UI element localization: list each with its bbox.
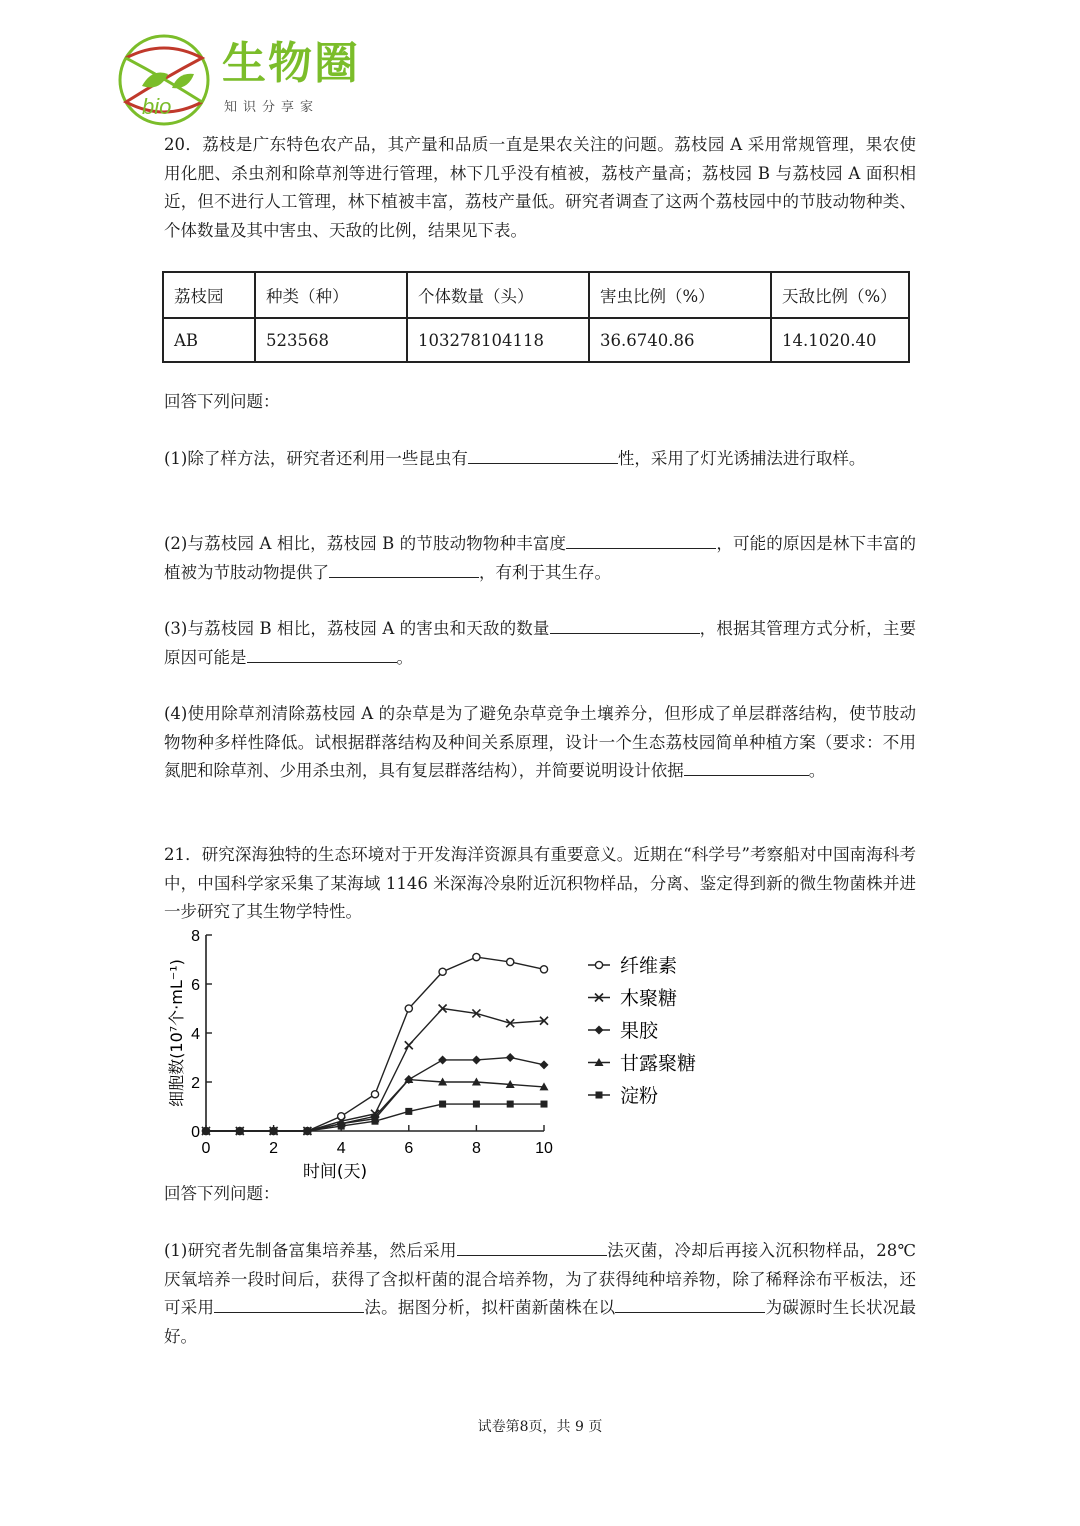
x-tick-label: 6 <box>404 1140 414 1157</box>
text-segment: ，可能的原因是林下丰富的植被为节肢动物提供了 <box>164 534 917 582</box>
data-point-s5 <box>236 1128 243 1135</box>
logo-tagline: 知识分享家 <box>224 100 320 115</box>
data-point-s3 <box>438 1055 447 1064</box>
x-tick-label: 2 <box>269 1140 279 1157</box>
data-point-s3 <box>540 1060 549 1069</box>
data-point-s5 <box>338 1123 345 1130</box>
data-point-s5 <box>541 1101 548 1108</box>
data-point-s5 <box>473 1101 480 1108</box>
text-segment: 法。据图分析，拟杆菌新菌株在以 <box>364 1298 616 1317</box>
answer-blank[interactable] <box>615 1294 765 1313</box>
answer-blank[interactable] <box>214 1294 364 1313</box>
x-tick-label: 4 <box>336 1140 346 1157</box>
table-row <box>163 318 909 362</box>
answer-blank[interactable] <box>550 615 700 634</box>
data-point-s3 <box>506 1053 515 1062</box>
legend-label: 纤维素 <box>620 955 678 977</box>
answer-blank[interactable] <box>468 445 618 464</box>
text-segment: (1)除了样方法，研究者还利用一些昆虫有 <box>164 449 468 468</box>
y-axis-label: 细胞数(10⁷个·mL⁻¹) <box>167 959 186 1107</box>
table-cell: 103278104118 <box>407 318 589 362</box>
y-tick-label: 8 <box>191 928 200 945</box>
data-point-s5 <box>372 1118 379 1125</box>
text-segment: (2)与荔枝园 A 相比，荔枝园 B 的节肢动物物种丰富度 <box>164 534 567 553</box>
legend-label: 淀粉 <box>620 1085 659 1107</box>
data-point-s2 <box>405 1041 413 1049</box>
q21-stem: 21．研究深海独特的生态环境对于开发海洋资源具有重要意义。近期在“科学号”考察船对中国南海科考中，中国科学家采集了某海域 1146 米深海冷泉附近沉积物样品，分离、鉴定得到新的微生物菌株并进一步研究了其生物学特性。 <box>164 845 916 921</box>
answer-blank[interactable] <box>247 644 397 663</box>
table-header-cell: 种类（种） <box>255 272 407 318</box>
data-point-s1 <box>371 1091 378 1098</box>
q20-stem: 20．荔枝是广东特色农产品，其产量和品质一直是果农关注的问题。荔枝园 A 采用常规管理，果农使用化肥、杀虫剂和除草剂等进行管理，林下几乎没有植被，荔枝产量高；荔枝园 B 与荔枝园 A 面积相近，但不进行人工管理，林下植被丰富，荔枝产量低。研究者调查了这两个荔枝园中的节肢动物种类、个体数量及其中害虫、天敌的比例，结果见下表。 <box>164 135 916 240</box>
logo-name: 生物圈 <box>222 38 360 89</box>
data-point-s5 <box>439 1101 446 1108</box>
text-segment: 。 <box>808 761 826 780</box>
data-point-s5 <box>270 1128 277 1135</box>
legend-marker <box>595 1026 604 1035</box>
text-segment: 法灭菌，冷却后再接入沉积物样品，28℃厌氧培养一段时间后，获得了含拟杆菌的混合培养物，为了获得纯种培养物，除了稀释涂布平板法，还可采用 <box>164 1241 916 1317</box>
text-segment: ，有利于其生存。 <box>479 562 611 582</box>
data-point-s5 <box>405 1108 412 1115</box>
table-header-cell: 荔枝园 <box>163 272 255 318</box>
table-header-row <box>163 272 909 318</box>
svg-text:bio: bio <box>142 94 172 119</box>
text-segment: 为碳源时生长状况最好。 <box>164 1298 917 1346</box>
growth-chart <box>160 925 720 1180</box>
data-point-s5 <box>304 1128 311 1135</box>
q21-prompt: 回答下列问题： <box>164 1184 280 1203</box>
q20-sub3 <box>164 615 916 672</box>
x-axis-label: 时间(天) <box>302 1162 368 1180</box>
series-line-1 <box>206 957 544 1131</box>
table-cell: 523568 <box>255 318 407 362</box>
table-header-cell: 天敌比例（%） <box>771 272 909 318</box>
x-tick-label: 8 <box>471 1140 481 1157</box>
table-header-cell: 害虫比例（%） <box>589 272 771 318</box>
data-point-s1 <box>507 958 514 965</box>
table-cell: AB <box>163 318 255 362</box>
q20-sub4 <box>164 700 916 786</box>
legend-label: 木聚糖 <box>620 987 678 1010</box>
data-point-s1 <box>473 953 480 960</box>
text-segment: (4)使用除草剂清除荔枝园 A 的杂草是为了避免杂草竞争土壤养分，但形成了单层群落结构，使节肢动物物种多样性降低。试根据群落结构及种间关系原理，设计一个生态荔枝园简单种植方案（要求：不用氮肥和除草剂、少用杀虫剂，具有复层群落结构），并简要说明设计依据 <box>164 704 916 780</box>
legend-marker <box>596 1092 603 1099</box>
table-cell: 36.6740.86 <box>589 318 771 362</box>
table-cell: 14.1020.40 <box>771 318 909 362</box>
y-tick-label: 4 <box>191 1026 200 1043</box>
q20-sub1 <box>164 445 916 474</box>
legend-label: 甘露聚糖 <box>620 1052 697 1075</box>
data-point-s5 <box>507 1101 514 1108</box>
data-point-s5 <box>203 1128 210 1135</box>
q20-sub2 <box>164 530 916 587</box>
results-table <box>162 271 910 363</box>
legend-label: 果胶 <box>620 1020 659 1042</box>
x-tick-label: 0 <box>201 1140 211 1157</box>
x-tick-label: 10 <box>535 1140 553 1157</box>
text-segment: (3)与荔枝园 B 相比，荔枝园 A 的害虫和天敌的数量 <box>164 619 550 638</box>
y-tick-label: 0 <box>191 1124 200 1141</box>
text-segment: (1)研究者先制备富集培养基，然后采用 <box>164 1241 457 1260</box>
text-segment: 性，采用了灯光诱捕法进行取样。 <box>617 449 866 468</box>
table-header-cell: 个体数量（头） <box>407 272 589 318</box>
data-point-s3 <box>472 1055 481 1064</box>
data-point-s1 <box>540 966 547 973</box>
text-segment: ，根据其管理方式分析，主要原因可能是 <box>164 619 916 667</box>
y-tick-label: 2 <box>191 1075 200 1092</box>
answer-blank[interactable] <box>566 530 716 549</box>
answer-blank[interactable] <box>457 1237 607 1256</box>
y-tick-label: 6 <box>191 977 200 994</box>
answer-blank[interactable] <box>684 757 809 776</box>
answer-blank[interactable] <box>329 559 479 578</box>
page-footer: 试卷第8页，共 9 页 <box>477 1419 603 1435</box>
q20-prompt: 回答下列问题： <box>164 392 280 411</box>
q21-sub1 <box>164 1237 916 1351</box>
data-point-s1 <box>405 1005 412 1012</box>
legend-marker <box>595 961 602 968</box>
text-segment: 。 <box>396 647 413 667</box>
data-point-s1 <box>439 968 446 975</box>
